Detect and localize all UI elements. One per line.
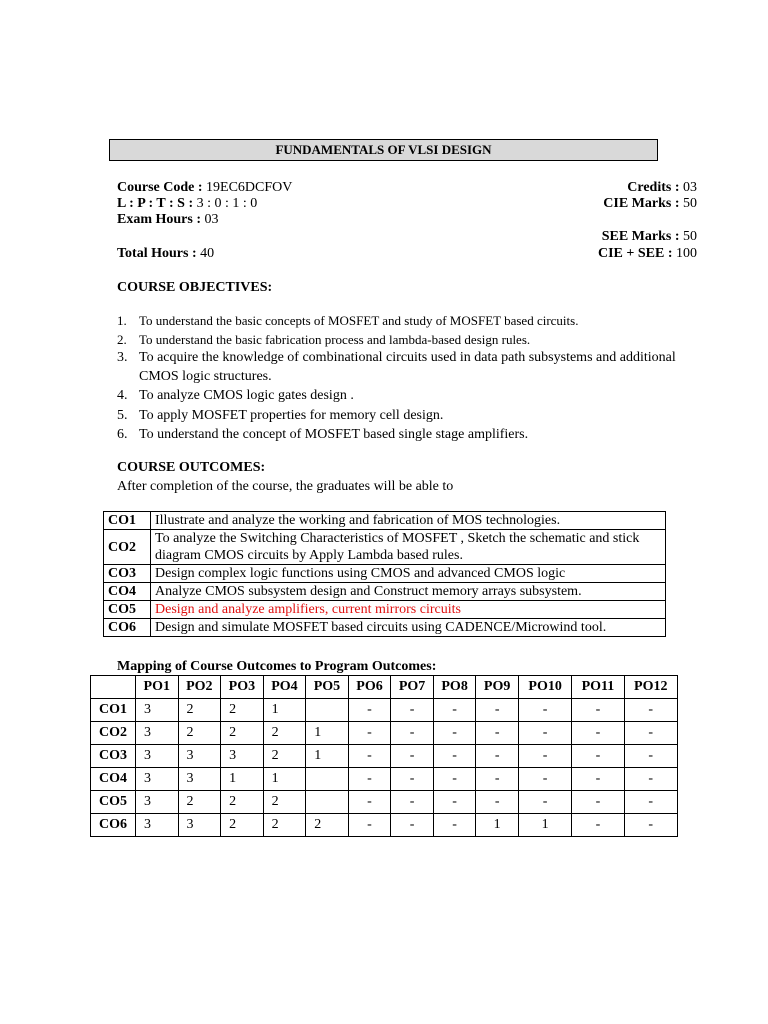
- table-cell: -: [391, 745, 434, 768]
- list-item: 2. To understand the basic fabrication process and lambda-based design rules.: [117, 331, 531, 347]
- table-cell: 3: [136, 699, 179, 722]
- table-cell: 2: [178, 791, 221, 814]
- see-marks-label: SEE Marks :: [601, 229, 680, 244]
- table-cell: 2: [221, 791, 264, 814]
- cie-see-value: 100: [676, 246, 697, 261]
- table-row: [104, 565, 666, 583]
- table-cell: -: [348, 699, 391, 722]
- table-cell: -: [476, 791, 519, 814]
- table-cell: 2: [178, 722, 221, 745]
- table-cell: [306, 768, 349, 791]
- cie-marks-line: [603, 196, 697, 212]
- table-cell: -: [572, 745, 624, 768]
- table-cell: 1: [518, 814, 571, 837]
- column-header: PO10: [518, 676, 571, 699]
- table-cell: 3: [136, 768, 179, 791]
- row-header: CO2: [91, 722, 136, 745]
- list-item: 6. To understand the concept of MOSFET based single stage amplifiers.: [117, 427, 529, 442]
- total-hours-value: 40: [200, 246, 215, 261]
- table-cell: -: [348, 722, 391, 745]
- column-header: PO8: [433, 676, 476, 699]
- row-header: CO3: [91, 745, 136, 768]
- outcomes-heading: COURSE OUTCOMES:: [117, 460, 266, 475]
- table-cell: 3: [136, 814, 179, 837]
- table-row: [91, 722, 678, 745]
- table-cell: 3: [136, 722, 179, 745]
- table-cell: -: [391, 722, 434, 745]
- column-header: PO4: [263, 676, 306, 699]
- table-cell: -: [518, 722, 571, 745]
- table-cell: -: [476, 699, 519, 722]
- table-cell: 2: [263, 791, 306, 814]
- row-header: CO5: [91, 791, 136, 814]
- table-row: [91, 745, 678, 768]
- course-code-label: Course Code :: [117, 180, 203, 195]
- column-header: PO11: [572, 676, 624, 699]
- table-cell: -: [518, 745, 571, 768]
- column-header: PO3: [221, 676, 264, 699]
- outcome-text: Analyze CMOS subsystem design and Construct memory arrays subsystem.: [151, 583, 666, 601]
- table-cell: -: [572, 699, 624, 722]
- credits-line: [627, 180, 697, 196]
- table-cell: -: [476, 722, 519, 745]
- column-header: PO5: [306, 676, 349, 699]
- column-header: PO1: [136, 676, 179, 699]
- lpts-value: 3 : 0 : 1 : 0: [196, 196, 258, 211]
- outcome-text: Illustrate and analyze the working and fabrication of MOS technologies.: [151, 512, 666, 530]
- see-marks-line: [602, 229, 697, 245]
- table-cell: 2: [221, 814, 264, 837]
- outcome-text: Design complex logic functions using CMOS and advanced CMOS logic: [151, 565, 666, 583]
- credits-label: Credits :: [627, 180, 680, 195]
- table-cell: -: [518, 768, 571, 791]
- table-cell: -: [391, 791, 434, 814]
- column-header: PO7: [391, 676, 434, 699]
- see-marks-value: 50: [683, 229, 697, 244]
- table-row: [104, 619, 666, 637]
- column-header: PO6: [348, 676, 391, 699]
- column-header: PO9: [476, 676, 519, 699]
- table-cell: -: [476, 745, 519, 768]
- corner-cell: [91, 676, 136, 699]
- table-cell: -: [433, 768, 476, 791]
- outcome-text: Design and simulate MOSFET based circuits using CADENCE/Microwind tool.: [151, 619, 666, 637]
- table-cell: -: [572, 814, 624, 837]
- table-cell: -: [348, 791, 391, 814]
- list-item: 1. To understand the basic concepts of MOSFET and study of MOSFET based circuits.: [117, 313, 579, 328]
- exam-hours-line: [117, 212, 219, 228]
- table-row: [104, 583, 666, 601]
- table-cell: 3: [221, 745, 264, 768]
- co-po-mapping-table: [90, 675, 678, 837]
- total-hours-line: [117, 246, 214, 262]
- row-header: CO4: [91, 768, 136, 791]
- table-cell: 3: [178, 745, 221, 768]
- list-item: 4. To analyze CMOS logic gates design .: [117, 388, 354, 403]
- outcome-code: CO3: [104, 565, 151, 583]
- table-cell: [306, 699, 349, 722]
- table-cell: 1: [476, 814, 519, 837]
- table-row: [91, 699, 678, 722]
- cie-marks-label: CIE Marks :: [603, 196, 680, 211]
- table-cell: 1: [306, 745, 349, 768]
- cie-marks-value: 50: [683, 196, 697, 211]
- table-cell: -: [572, 791, 624, 814]
- table-row: [104, 530, 666, 565]
- outcome-text-highlighted: Design and analyze amplifiers, current mirrors circuits: [151, 601, 666, 619]
- table-cell: -: [624, 722, 678, 745]
- course-outcomes-table: [103, 511, 666, 637]
- table-cell: 1: [221, 768, 264, 791]
- table-cell: -: [572, 768, 624, 791]
- objectives-list: [117, 312, 677, 445]
- table-row: [91, 791, 678, 814]
- outcome-code: CO1: [104, 512, 151, 530]
- table-cell: -: [433, 699, 476, 722]
- table-cell: 3: [178, 814, 221, 837]
- total-hours-label: Total Hours :: [117, 246, 197, 261]
- table-cell: -: [624, 791, 678, 814]
- table-cell: -: [391, 814, 434, 837]
- table-cell: -: [624, 745, 678, 768]
- course-title: FUNDAMENTALS OF VLSI DESIGN: [109, 139, 658, 161]
- table-cell: 3: [136, 745, 179, 768]
- row-header: CO1: [91, 699, 136, 722]
- table-cell: -: [624, 768, 678, 791]
- table-cell: -: [518, 791, 571, 814]
- outcome-code: CO6: [104, 619, 151, 637]
- table-cell: 1: [263, 768, 306, 791]
- table-cell: -: [518, 699, 571, 722]
- cie-see-label: CIE + SEE :: [598, 246, 673, 261]
- table-cell: 2: [306, 814, 349, 837]
- lpts-label: L : P : T : S :: [117, 196, 194, 211]
- course-code-value: 19EC6DCFOV: [206, 180, 293, 195]
- column-header: PO12: [624, 676, 678, 699]
- table-cell: -: [476, 768, 519, 791]
- table-cell: -: [348, 768, 391, 791]
- table-header-row: [91, 676, 678, 699]
- row-header: CO6: [91, 814, 136, 837]
- table-cell: -: [391, 699, 434, 722]
- table-row: [104, 512, 666, 530]
- table-cell: 1: [306, 722, 349, 745]
- table-cell: -: [433, 722, 476, 745]
- table-row: [91, 768, 678, 791]
- table-cell: -: [433, 791, 476, 814]
- table-cell: 2: [178, 699, 221, 722]
- column-header: PO2: [178, 676, 221, 699]
- list-item: 3. To acquire the knowledge of combinational circuits used in data path subsystems and additional CMOS logic structures.: [117, 350, 676, 384]
- table-cell: -: [572, 722, 624, 745]
- exam-hours-value: 03: [204, 212, 219, 227]
- cie-see-line: [598, 246, 697, 262]
- table-cell: 2: [221, 722, 264, 745]
- table-cell: 1: [263, 699, 306, 722]
- mapping-title: Mapping of Course Outcomes to Program Outcomes:: [117, 659, 437, 674]
- lpts-line: [117, 196, 257, 212]
- outcome-text: To analyze the Switching Characteristics of MOSFET , Sketch the schematic and stick diagram CMOS circuits by Apply Lambda based rules.: [151, 530, 666, 565]
- credits-value: 03: [683, 180, 697, 195]
- table-cell: -: [433, 745, 476, 768]
- outcomes-intro: After completion of the course, the graduates will be able to: [117, 479, 454, 494]
- table-cell: -: [433, 814, 476, 837]
- table-cell: -: [348, 814, 391, 837]
- table-row: [104, 601, 666, 619]
- table-cell: 2: [263, 745, 306, 768]
- table-cell: 3: [136, 791, 179, 814]
- table-cell: -: [348, 745, 391, 768]
- table-cell: -: [391, 768, 434, 791]
- outcome-code: CO5: [104, 601, 151, 619]
- table-cell: 2: [221, 699, 264, 722]
- objectives-heading: COURSE OBJECTIVES:: [117, 280, 273, 295]
- table-cell: [306, 791, 349, 814]
- course-code-line: [117, 180, 292, 196]
- table-cell: -: [624, 814, 678, 837]
- outcome-code: CO2: [104, 530, 151, 565]
- table-cell: 3: [178, 768, 221, 791]
- list-item: 5. To apply MOSFET properties for memory cell design.: [117, 407, 444, 423]
- table-cell: -: [624, 699, 678, 722]
- exam-hours-label: Exam Hours :: [117, 212, 201, 227]
- table-cell: 2: [263, 814, 306, 837]
- table-cell: 2: [263, 722, 306, 745]
- outcome-code: CO4: [104, 583, 151, 601]
- table-row: [91, 814, 678, 837]
